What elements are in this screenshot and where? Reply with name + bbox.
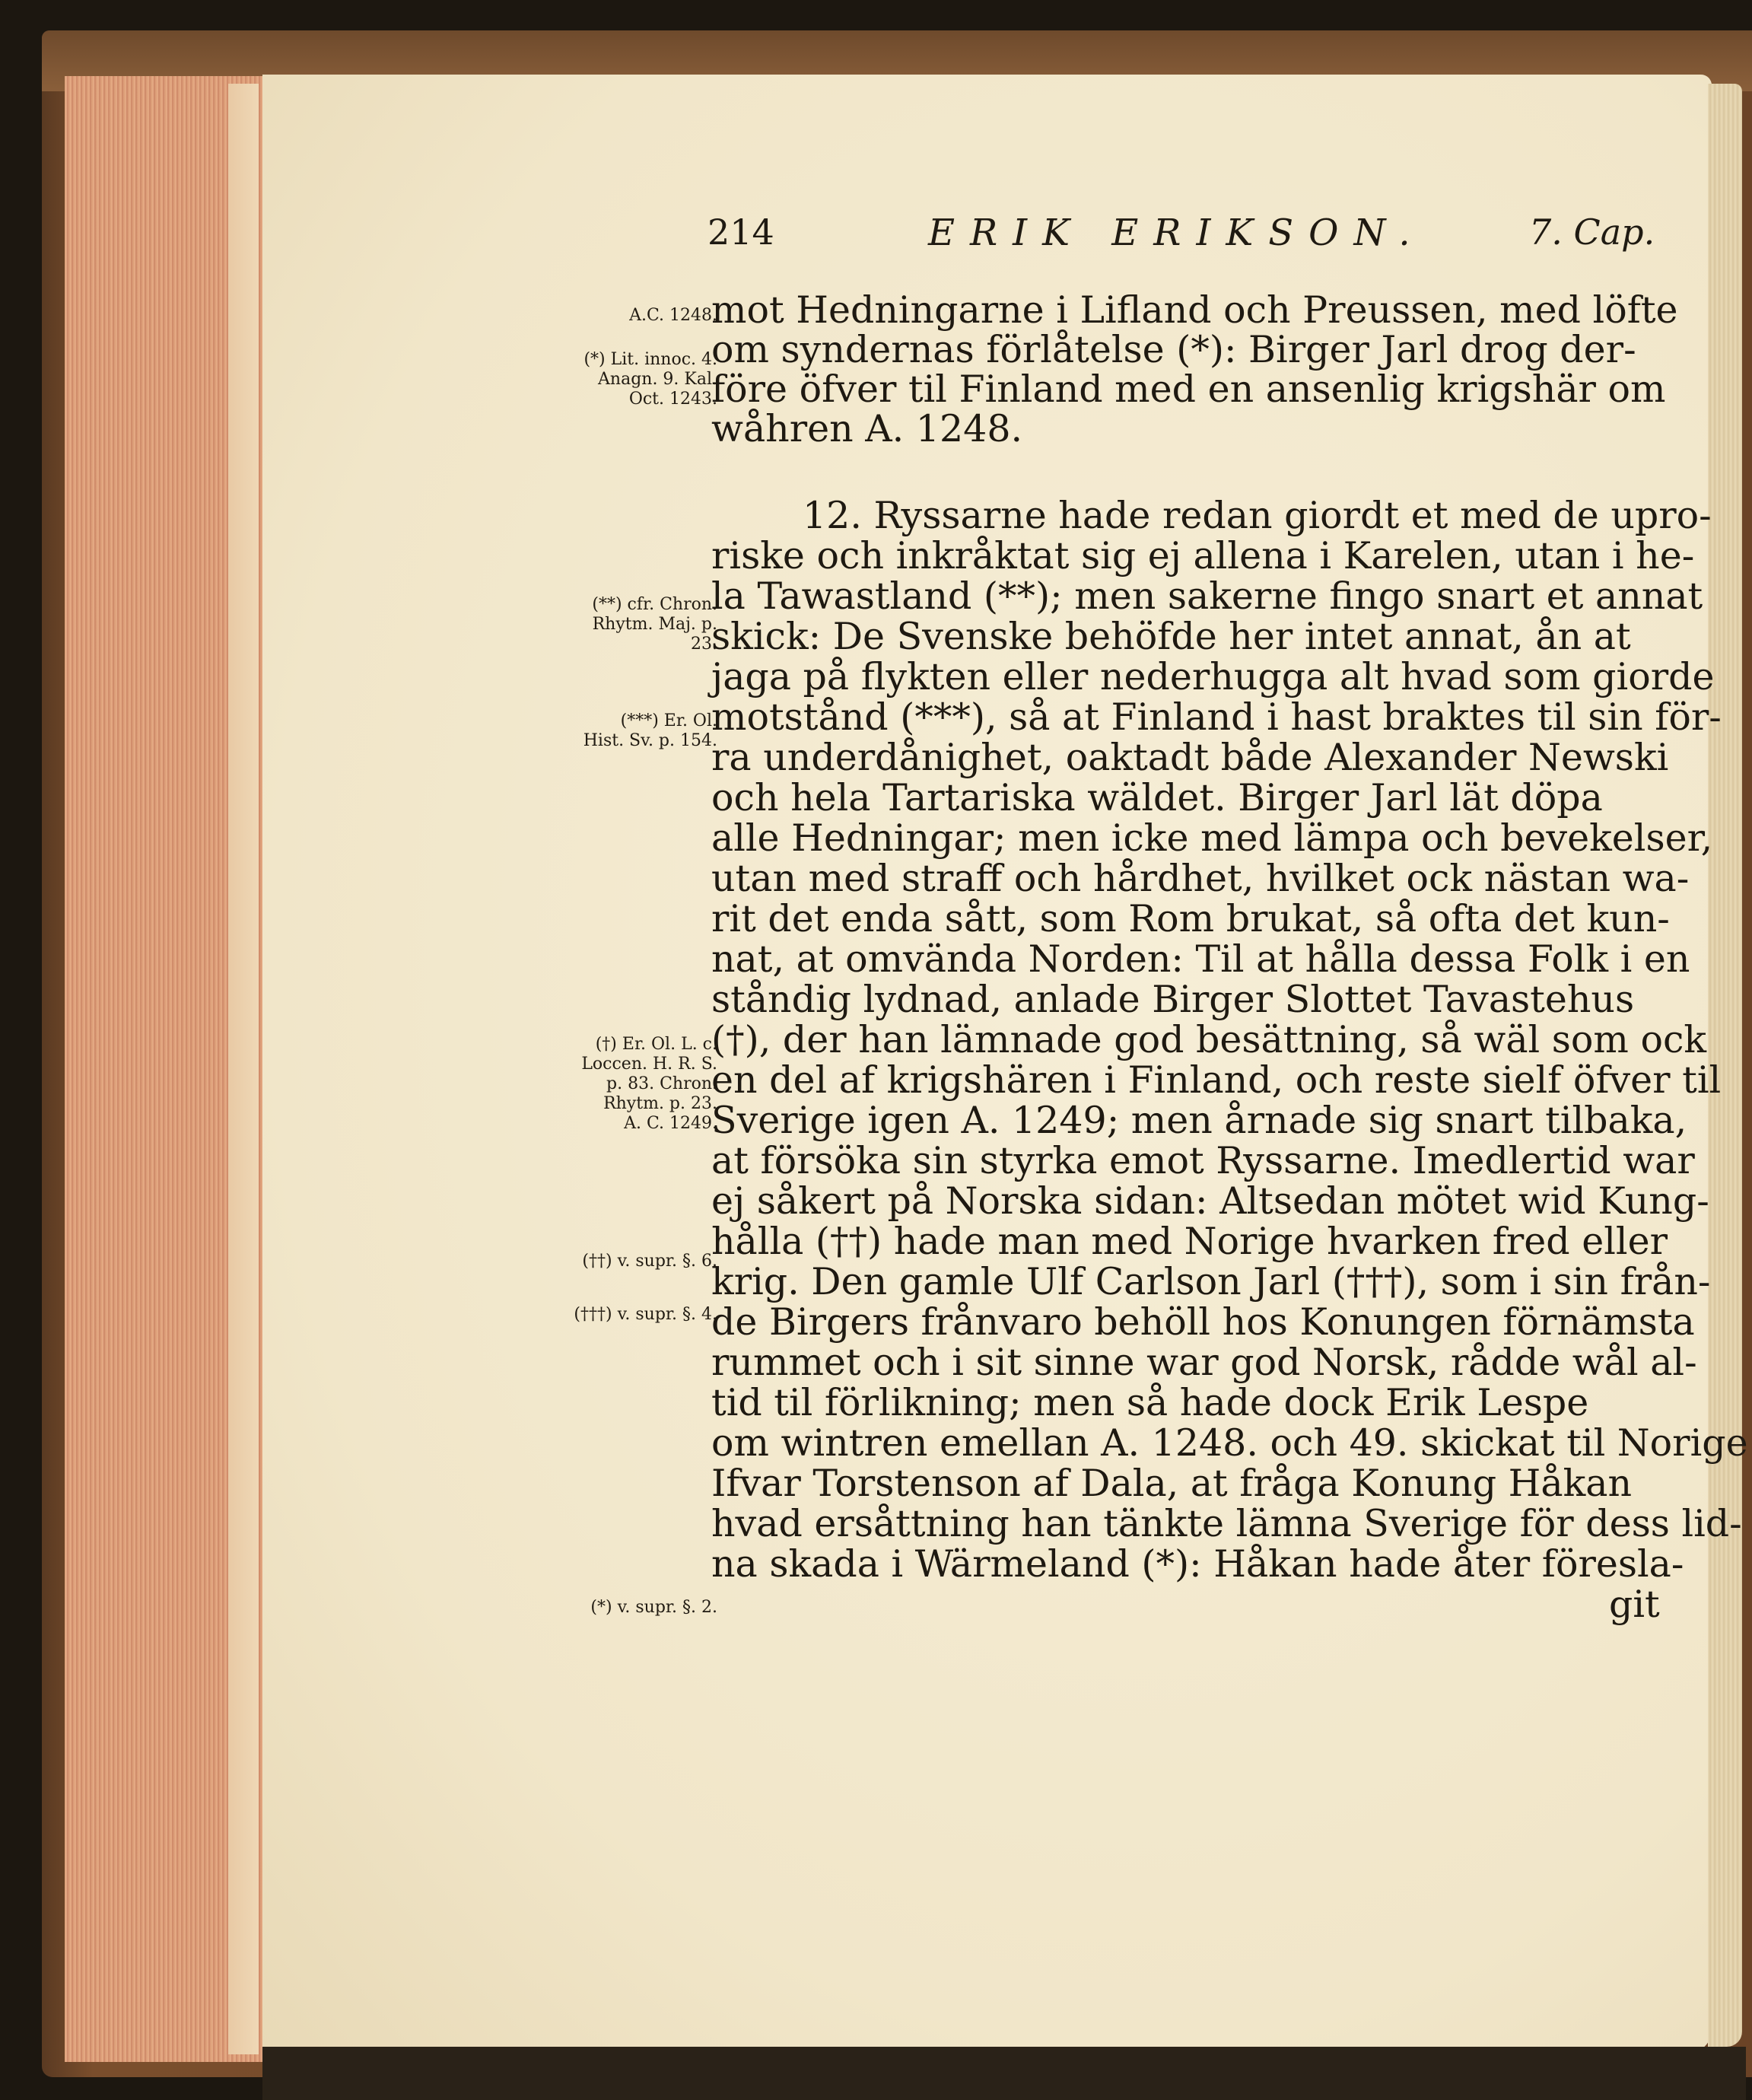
text-line: en del af krigshären i Finland, och reste sielf öfver til	[711, 1058, 1722, 1102]
text-line: ej såkert på Norska sidan: Altsedan mötet wid Kung-	[711, 1179, 1709, 1223]
text-line: före öfver til Finland med en ansenlig krigshär om	[711, 368, 1666, 411]
text-line: hålla (††) hade man med Norige hvarken fred eller	[711, 1220, 1668, 1263]
margin-note: (***) Er. Ol. Hist. Sv. p. 154.	[583, 711, 717, 750]
text-line: motstånd (***), så at Finland i hast braktes til sin för-	[711, 695, 1722, 739]
text-line: och hela Tartariska wäldet. Birger Jarl lät döpa	[711, 776, 1603, 819]
gutter	[228, 84, 259, 2054]
margin-note: (*) Lit. innoc. 4. Anagn. 9. Kal. Oct. 1243.	[583, 350, 717, 409]
text-line: om wintren emellan A. 1248. och 49. skickat til Norige	[711, 1421, 1748, 1465]
text-line: rummet och i sit sinne war god Norsk, rådde wål al-	[711, 1341, 1697, 1384]
text-line: na skada i Wärmeland (*): Håkan hade åter föresla-	[711, 1542, 1684, 1586]
running-title: ERIK ERIKSON.	[928, 212, 1426, 254]
margin-note: (**) cfr. Chron. Rhytm. Maj. p. 23.	[592, 595, 717, 654]
text-line: alle Hedningar; men icke med lämpa och bevekelser,	[711, 816, 1713, 860]
margin-note: (†††) v. supr. §. 4.	[574, 1305, 717, 1324]
text-line: krig. Den gamle Ulf Carlson Jarl (†††), som i sin från-	[711, 1260, 1711, 1303]
text-line: wåhren A. 1248.	[711, 407, 1023, 450]
text-line: skick: De Svenske behöfde her intet annat, ån at	[711, 615, 1631, 658]
text-line: de Birgers frånvaro behöll hos Konungen förnämsta	[711, 1300, 1695, 1344]
text-line: 12. Ryssarne hade redan giordt et med de upro-	[803, 494, 1712, 537]
text-line: Sverige igen A. 1249; men årnade sig snart tilbaka,	[711, 1099, 1687, 1142]
text-line: la Tawastland (**); men sakerne fingo snart et annat	[711, 574, 1703, 618]
text-line: rit det enda sått, som Rom brukat, så ofta det kun-	[711, 897, 1670, 940]
text-line: tid til förlikning; men så hade dock Erik Lespe	[711, 1381, 1589, 1424]
margin-note: (*) v. supr. §. 2.	[590, 1598, 717, 1617]
running-header	[707, 212, 1658, 265]
text-line: hvad ersåttning han tänkte lämna Sverige för dess lid-	[711, 1502, 1742, 1545]
text-line: (†), der han lämnade god besättning, så wäl som ock	[711, 1018, 1707, 1061]
text-line: ra underdånighet, oaktadt både Alexander Newski	[711, 736, 1669, 779]
margin-note: A.C. 1248.	[629, 306, 717, 325]
margin-note: (††) v. supr. §. 6.	[582, 1252, 717, 1271]
chapter-label: 7. Cap.	[1529, 212, 1655, 253]
text-line: om syndernas förlåtelse (*): Birger Jarl drog der-	[711, 328, 1636, 371]
catchword: git	[1609, 1583, 1660, 1626]
text-line: mot Hedningarne i Lifland och Preussen, med löfte	[711, 288, 1678, 332]
text-line: Ifvar Torstenson af Dala, at fråga Konung Håkan	[711, 1462, 1633, 1505]
text-line: riske och inkråktat sig ej allena i Karelen, utan i he-	[711, 534, 1695, 578]
text-line: utan med straff och hårdhet, hvilket ock nästan wa-	[711, 857, 1690, 900]
text-line: nat, at omvända Norden: Til at hålla dessa Folk i en	[711, 937, 1690, 981]
text-line: jaga på flykten eller nederhugga alt hvad som giorde	[711, 655, 1715, 698]
book-bottom-edge	[262, 2047, 1746, 2100]
text-line: at försöka sin styrka emot Ryssarne. Imedlertid war	[711, 1139, 1695, 1182]
text-line: ståndig lydnad, anlade Birger Slottet Tavastehus	[711, 978, 1635, 1021]
page-number: 214	[707, 212, 774, 253]
margin-note: (†) Er. Ol. L. c. Loccen. H. R. S. p. 83. Chron. Rhytm. p. 23. A. C. 1249.	[581, 1035, 717, 1133]
